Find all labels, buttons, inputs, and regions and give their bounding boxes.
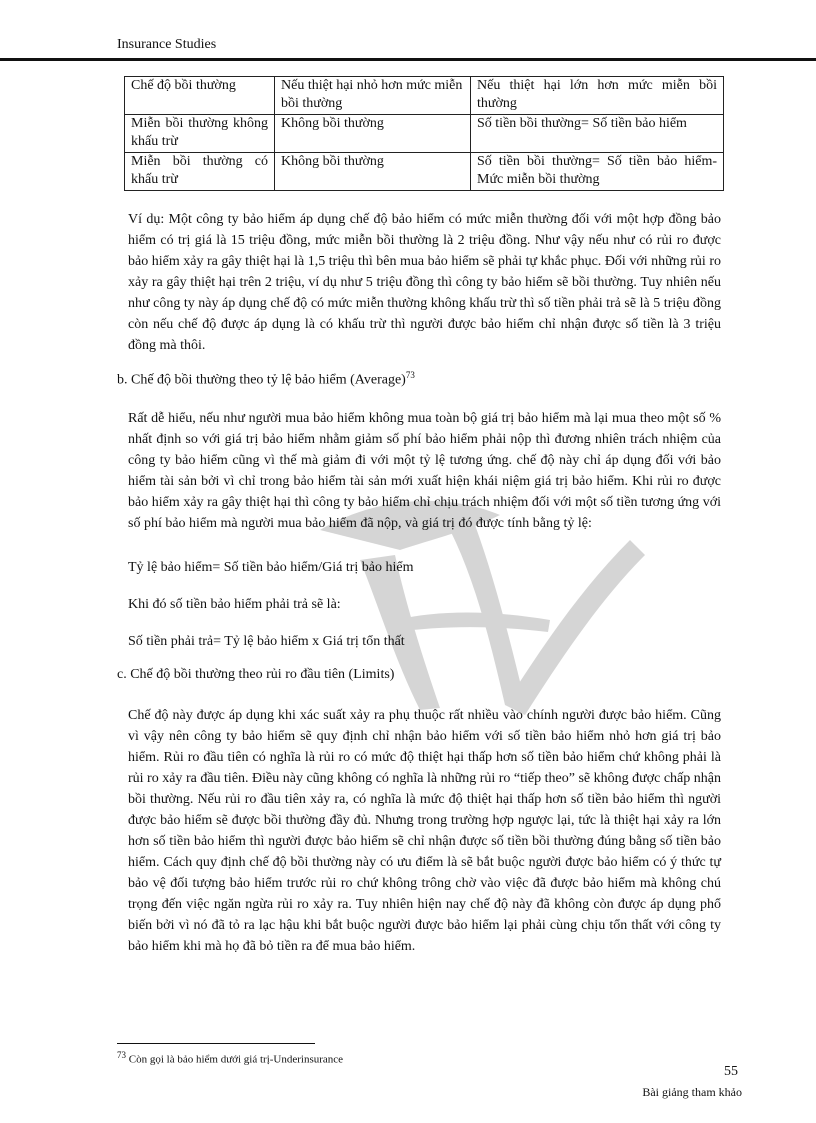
page-number: 55 xyxy=(724,1064,738,1079)
table-row xyxy=(125,115,724,153)
footnote-number: 73 xyxy=(117,1050,126,1060)
compensation-comparison-table xyxy=(124,76,724,191)
table-cell: Số tiền bồi thường= Số tiền bảo hiểm- Mức miễn bồi thường xyxy=(471,153,724,191)
table-cell: Nếu thiệt hại lớn hơn mức miễn bồi thường xyxy=(471,77,724,115)
formula-intro: Khi đó số tiền bảo hiểm phải trả sẽ là: xyxy=(128,597,341,612)
formula-insurance-ratio: Tỷ lệ bảo hiểm= Số tiền bảo hiểm/Giá trị bảo hiểm xyxy=(128,560,414,575)
header-divider xyxy=(0,58,816,61)
table-cell: Nếu thiệt hại nhỏ hơn mức miễn bồi thường xyxy=(275,77,471,115)
section-b-paragraph: Rất dễ hiểu, nếu như người mua bảo hiểm không mua toàn bộ giá trị bảo hiểm mà lại mua theo một số % nhất định so với giá trị bảo hiểm nhằm giảm số phí bảo hiểm phải nộp thì đương nhiên trách nhiệm của công ty bảo hiểm cũng vì thế mà giảm đi với một tỷ lệ tương ứng. chế độ này chỉ áp dụng đối với bảo hiểm tài sản bởi vì chỉ trong bảo hiểm tài sản mới xuất hiện khái niệm giá trị bảo hiểm. Khi rủi ro được bảo hiểm xảy ra gây thiệt hại thì công ty bảo hiểm chỉ chịu trách nhiệm đối với một số tiền tương ứng với số phí bảo hiểm mà người mua bảo hiểm đã nộp, và giá trị đó được tính bằng tỷ lệ: xyxy=(128,411,721,531)
table-cell: Không bồi thường xyxy=(275,153,471,191)
footnote xyxy=(117,1050,343,1066)
section-c-heading: c. Chế độ bồi thường theo rủi ro đầu tiên (Limits) xyxy=(117,667,395,682)
table-cell: Miễn bồi thường có khấu trừ xyxy=(125,153,275,191)
table-row xyxy=(125,77,724,115)
table-cell: Không bồi thường xyxy=(275,115,471,153)
footnote-text: Còn gọi là bảo hiểm dưới giá trị-Underinsurance xyxy=(128,1053,344,1066)
example-paragraph: Ví dụ: Một công ty bảo hiểm áp dụng chế độ bảo hiểm có mức miễn thường đối với một hợp đồng bảo hiểm có trị giá là 15 triệu đồng, mức miễn bồi thường là 2 triệu đồng. Như vậy nếu như có rủi ro được bảo hiểm xảy ra gây thiệt hại là 1,5 triệu thì bên mua bảo hiểm sẽ phải tự khắc phục. Đối với những rủi ro xảy ra gây thiệt hại trên 2 triệu, ví dụ như 5 triệu đồng thì công ty bảo hiểm sẽ bồi thường. Tuy nhiên nếu như công ty này áp dụng chế độ có mức miễn thường không khấu trừ thì số tiền phải trả sẽ là 5 triệu đồng còn nếu chế độ được áp dụng là có khấu trừ thì người được bảo hiểm chỉ nhận được số tiền là 3 triệu đồng mà thôi. xyxy=(128,212,721,353)
footnote-divider xyxy=(117,1043,315,1044)
table-cell: Chế độ bồi thường xyxy=(125,77,275,115)
formula-payment: Số tiền phải trả= Tỷ lệ bảo hiểm x Giá trị tổn thất xyxy=(128,634,405,649)
footnote-ref[interactable]: 73 xyxy=(405,370,415,380)
running-header-title: Insurance Studies xyxy=(117,37,217,52)
section-c-paragraph: Chế độ này được áp dụng khi xác suất xảy ra phụ thuộc rất nhiều vào chính người được bảo hiểm. Cũng vì vậy nên công ty bảo hiểm sẽ quy định chỉ nhận bảo hiểm với số tiền bảo hiểm nhỏ hơn giá trị bảo hiểm. Rủi ro đầu tiên có nghĩa là rủi ro có mức độ thiệt hại thấp hơn số tiền bảo hiểm chứ không phải là rủi ro xảy ra đầu tiên. Điều này cũng không có nghĩa là những rủi ro “tiếp theo” sẽ không được chấp nhận bồi thường. Nếu rủi ro đầu tiên xảy ra, có nghĩa là mức độ thiệt hại thấp hơn số tiền bảo hiểm thì người được bảo hiểm sẽ được bồi thường đầy đủ. Nhưng trong trường hợp ngược lại, tức là thiệt hại xảy ra lớn hơn số tiền bảo hiểm thì người được bảo hiểm sẽ chỉ nhận được số tiền bồi thường đúng bằng số tiền bảo hiểm. Cách quy định chế độ bồi thường này có ưu điểm là sẽ bắt buộc người được bảo hiểm có ý thức tự bảo vệ đối tượng bảo hiểm trước rủi ro chứ không trông chờ vào việc đã được bảo hiểm mà không chú trọng đến việc ngăn ngừa rủi ro xảy ra. Tuy nhiên hiện nay chế độ này đã không còn được áp dụng phổ biến bởi vì nó đã tỏ ra lạc hậu khi bắt buộc người được bảo hiểm lại phải cùng chịu tổn thất với công ty bảo hiểm khi mà họ đã bỏ tiền ra để mua bảo hiểm. xyxy=(128,708,721,954)
table-row xyxy=(125,153,724,191)
section-b-heading-text: b. Chế độ bồi thường theo tỷ lệ bảo hiểm (Average) xyxy=(117,372,406,388)
table-cell: Số tiền bồi thường= Số tiền bảo hiểm xyxy=(471,115,724,153)
footer-label: Bài giảng tham khảo xyxy=(642,1085,742,1099)
table-cell: Miễn bồi thường không khấu trừ xyxy=(125,115,275,153)
section-b-heading xyxy=(117,370,415,389)
